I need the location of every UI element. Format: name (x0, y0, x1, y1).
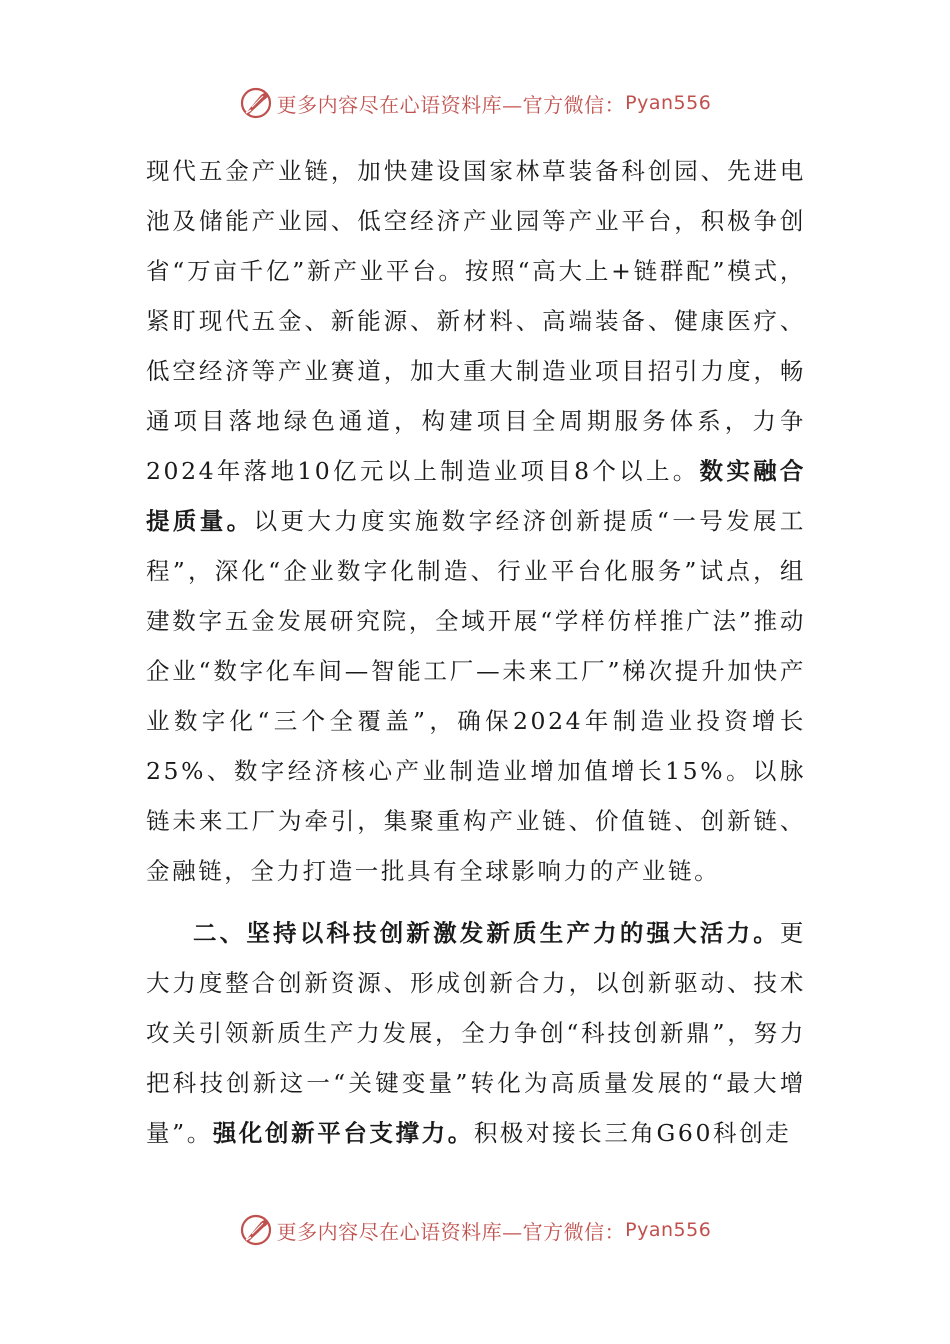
subheading-digital-integration: 数实融合提质量。 (146, 457, 806, 535)
watermark-text: 更多内容尽在心语资料库—官方微信： (276, 92, 626, 117)
section-heading-2: 二、坚持以科技创新激发新质生产力的强大活力。 (193, 919, 780, 947)
paragraph-1 (146, 146, 806, 896)
paragraph-2-text-1: 更大力度整合创新资源、形成创新合力，以创新驱动、技术攻关引领新质生产力发展，全力争创“科技创新鼎”，努力把科技创新这一“关键变量”转化为高质量发展的“最大增量”。 (146, 919, 806, 1147)
footer-watermark (0, 1210, 950, 1250)
quill-pen-logo-icon (239, 86, 273, 120)
paragraph-2-text-2: 积极对接长三角G60科创走 (473, 1119, 792, 1147)
subheading-innovation-platform: 强化创新平台支撑力。 (212, 1119, 474, 1147)
quill-pen-logo-icon (239, 1213, 273, 1247)
paragraph-2 (146, 908, 806, 1158)
document-body (146, 146, 806, 1158)
watermark-text: 更多内容尽在心语资料库—官方微信： (276, 1219, 626, 1244)
watermark-handle: Pyan556 (625, 1219, 712, 1241)
watermark-handle: Pyan556 (625, 92, 712, 114)
paragraph-1-text-1: 现代五金产业链，加快建设国家林草装备科创园、先进电池及储能产业园、低空经济产业园等产业平台，积极争创省“万亩千亿”新产业平台。按照“高大上+链群配”模式，紧盯现代五金、新能源、新材料、高端装备、健康医疗、低空经济等产业赛道，加大重大制造业项目招引力度，畅通项目落地绿色通道，构建项目全周期服务体系，力争2024年落地10亿元以上制造业项目8个以上。 (146, 157, 806, 485)
header-watermark (0, 83, 950, 123)
paragraph-1-text-2: 以更大力度实施数字经济创新提质“一号发展工程”，深化“企业数字化制造、行业平台化服务”试点，组建数字五金发展研究院，全域开展“学样仿样推广法”推动企业“数字化车间—智能工厂—未来工厂”梯次提升加快产业数字化“三个全覆盖”，确保2024年制造业投资增长25%、数字经济核心产业制造业增加值增长15%。以脉链未来工厂为牵引，集聚重构产业链、价值链、创新链、金融链，全力打造一批具有全球影响力的产业链。 (146, 507, 806, 885)
